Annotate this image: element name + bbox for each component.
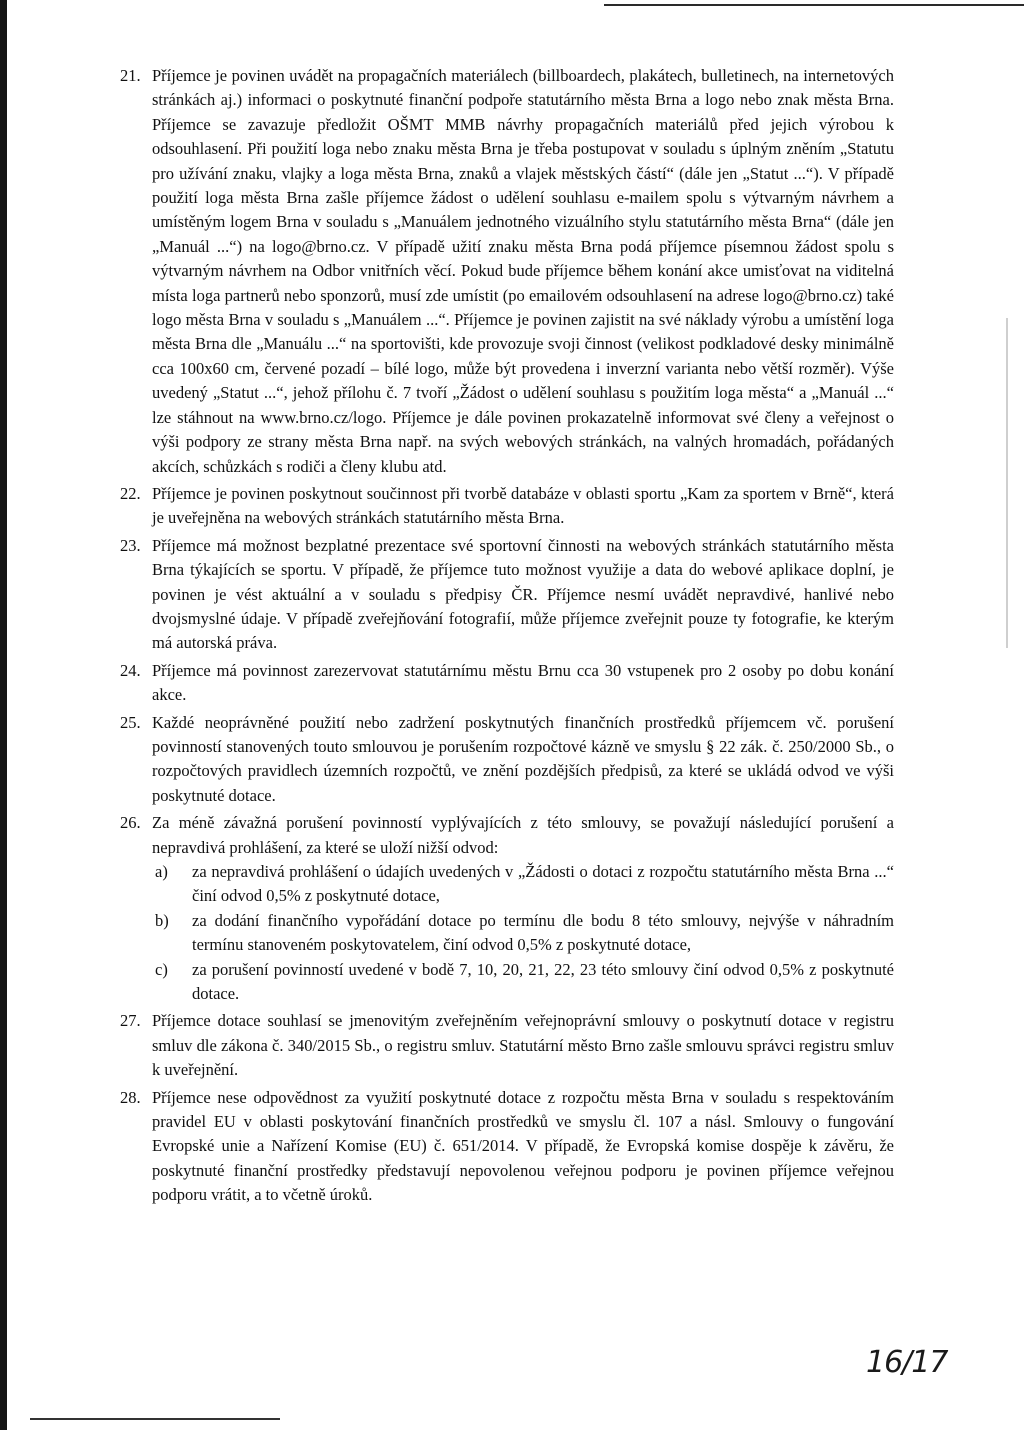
clause-26 bbox=[120, 811, 894, 1006]
subclause-c bbox=[138, 958, 894, 1007]
document-body bbox=[120, 64, 894, 1211]
clause-number: 26. bbox=[120, 813, 141, 833]
clause-number: 24. bbox=[120, 660, 141, 680]
subclause-letter: b) bbox=[155, 910, 169, 930]
clause-text: Za méně závažná porušení povinností vyplývajících z této smlouvy, se považují následující porušení a nepravdivá prohlášení, za které se uloží nižší odvod: bbox=[152, 813, 894, 857]
clause-text: Příjemce nese odpovědnost za využití poskytnuté dotace z rozpočtu města Brna v souladu s respektováním pravidel EU v oblasti poskytování finančních prostředků ve smyslu čl. 107 a násl. Smlouvy o fungování Evropské unie a Nařízení Komise (EU) č. 651/2014. V případě, že Evropská komise dospěje k závěru, že poskytnuté finanční prostředky představují nepovolenou veřejnou podporu je povinen příjemce veřejnou podporu vrátit, a to včetně úroků. bbox=[152, 1087, 894, 1205]
clause-number: 21. bbox=[120, 66, 141, 85]
clause-23 bbox=[120, 534, 894, 656]
subclause-text: za nepravdivá prohlášení o údajích uvedených v „Žádosti o dotaci z rozpočtu statutárního města Brna ...“ činí odvod 0,5% z poskytnuté dotace, bbox=[192, 862, 894, 906]
clause-21 bbox=[120, 64, 894, 479]
clause-number: 27. bbox=[120, 1011, 141, 1031]
subclause-text: za porušení povinností uvedené v bodě 7, 10, 20, 21, 22, 23 této smlouvy činí odvod 0,5% z poskytnuté dotace. bbox=[192, 959, 894, 1004]
scan-edge-top bbox=[604, 4, 1024, 6]
subclause-text: za dodání finančního vypořádání dotace po termínu dle bodu 8 této smlouvy, nejvýše v náhradním termínu stanoveném poskytovatelem, činí odvod 0,5% z poskytnuté dotace, bbox=[192, 910, 894, 955]
clause-28 bbox=[120, 1086, 894, 1208]
subclause-b bbox=[138, 909, 894, 958]
clause-24 bbox=[120, 659, 894, 708]
clause-22 bbox=[120, 482, 894, 531]
clause-25 bbox=[120, 711, 894, 809]
clause-text: Příjemce je povinen uvádět na propagačních materiálech (billboardech, plakátech, bulletinech, na internetových stránkách aj.) informaci o poskytnuté finanční podpoře statutárního města Brna a logo nebo znak města Brna. Příjemce se zavazuje předložit OŠMT MMB návrhy propagačních materiálů před jejich výrobou k odsouhlasení. Při použití loga nebo znaku města Brna je třeba postupovat v souladu s úplným zněním „Statutu pro užívání znaku, vlajky a loga města Brna, znaků a vlajek městských částí“ (dále jen „Statut ...“). V případě použití loga města Brna zašle příjemce žádost o udělení souhlasu e-mailem spolu s výtvarným návrhem a umístěným logem Brna v souladu s „Manuálem jednotného vizuálního stylu statutárního města Brna“ (dále jen „Manuál ...“) na logo@brno.cz. V případě užití znaku města Brna podá příjemce písemnou žádost spolu s výtvarným návrhem na Odbor vnitřních věcí. Pokud bude příjemce během konání akce umisťovat na viditelná místa loga partnerů nebo sponzorů, musí zde umístit (po emailovém odsouhlasení na adrese logo@brno.cz) také logo města Brna v souladu s „Manuálem ...“. Příjemce je povinen zajistit na své náklady výrobu a umístění loga města Brna dle „Manuálu ...“ na sportovišti, kde provozuje svoji činnost (velikost podkladové desky minimálně cca 100x60 cm, červené pozadí – bílé logo, může být provedena i inverzní varianta nebo větší rozměr). Výše uvedený „Statut ...“, jehož přílohu č. 7 tvoří „Žádost o udělení souhlasu s použitím loga města“ a „Manuál ...“ lze stáhnout na www.brno.cz/logo. Příjemce je dále povinen prokazatelně informovat své členy a veřejnost o výši podpory ze strany města Brna např. na svých webových stránkách, na valných hromadách, pořádaných akcích, schůzkách s rodiči a členy klubu atd. bbox=[152, 66, 894, 476]
clause-number: 28. bbox=[120, 1087, 141, 1107]
handwritten-page-number: 16/17 bbox=[866, 1345, 948, 1380]
scan-edge-right bbox=[1006, 318, 1008, 648]
clause-text: Každé neoprávněné použití nebo zadržení poskytnutých finančních prostředků příjemcem vč. porušení povinností stanovených touto smlouvou je porušením rozpočtové kázně ve smyslu § 22 zák. č. 250/2000 Sb., o rozpočtových pravidlech územních rozpočtů, ve znění pozdějších předpisů, za které se ukládá odvod ve výši poskytnuté dotace. bbox=[152, 712, 894, 805]
clause-number: 25. bbox=[120, 712, 141, 732]
subclause-a bbox=[138, 860, 894, 909]
clause-text: Příjemce dotace souhlasí se jmenovitým zveřejněním veřejnoprávní smlouvy o poskytnutí dotace v registru smluv dle zákona č. 340/2015 Sb., o registru smluv. Statutární město Brno zašle smlouvu správci registru smluv k uveřejnění. bbox=[152, 1011, 894, 1080]
scan-edge-left bbox=[0, 0, 7, 1430]
clause-text: Příjemce je povinen poskytnout součinnost při tvorbě databáze v oblasti sportu „Kam za sportem v Brně“, která je uveřejněna na webových stránkách statutárního města Brna. bbox=[152, 483, 894, 528]
subclause-letter: a) bbox=[155, 862, 168, 881]
scan-edge-bottom bbox=[30, 1418, 280, 1420]
clause-text: Příjemce má povinnost zarezervovat statutárnímu městu Brnu cca 30 vstupenek pro 2 osoby po dobu konání akce. bbox=[152, 660, 894, 705]
clause-number: 22. bbox=[120, 483, 141, 503]
clause-number: 23. bbox=[120, 535, 141, 555]
clause-text: Příjemce má možnost bezplatné prezentace své sportovní činnosti na webových stránkách statutárního města Brna týkajících se sportu. V případě, že příjemce tuto možnost využije a data do webové aplikace doplní, je povinen je vést aktuální a v souladu s předpisy ČR. Příjemce nesmí uvádět nepravdivé, hanlivé nebo dvojsmyslné údaje. V případě zveřejňování fotografií, může příjemce zveřejnit pouze ty fotografie, ke kterým má autorská práva. bbox=[152, 535, 894, 653]
subclause-letter: c) bbox=[155, 959, 168, 979]
clause-27 bbox=[120, 1009, 894, 1082]
